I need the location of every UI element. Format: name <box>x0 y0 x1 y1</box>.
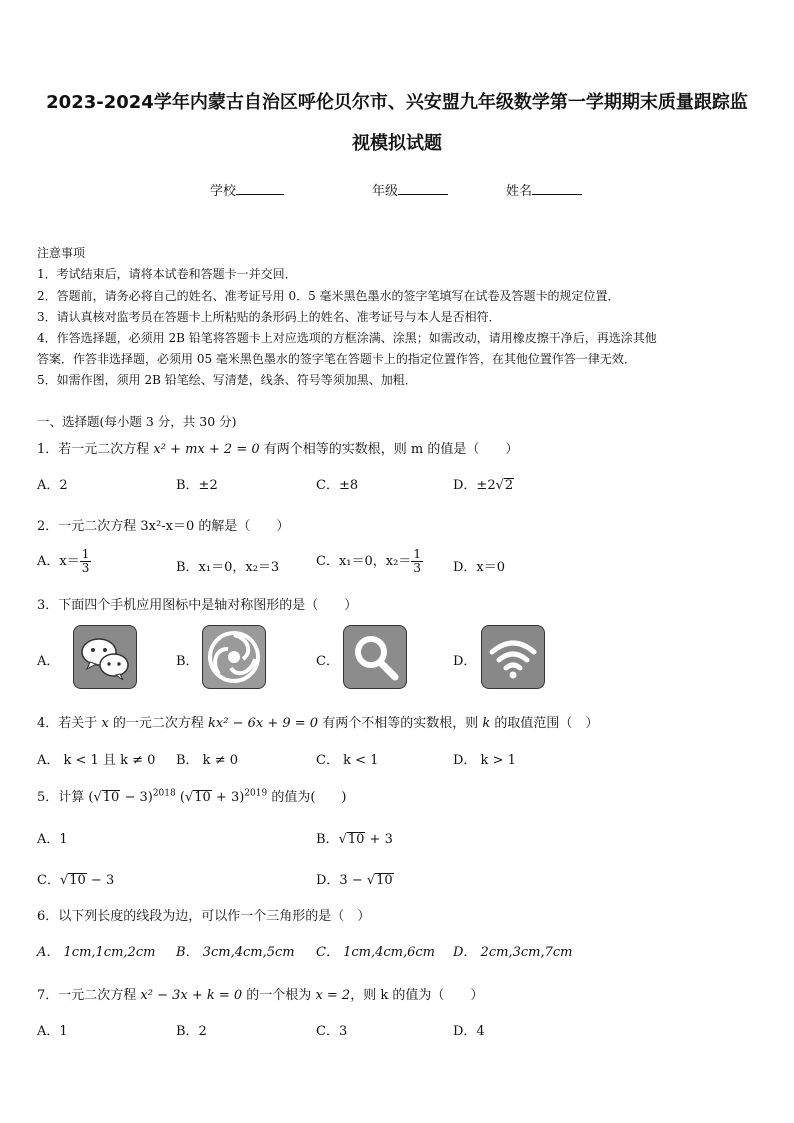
q7-option-c[interactable]: C．3 <box>316 1024 348 1039</box>
q2-option-b[interactable]: B．x₁＝0，x₂＝3 <box>176 560 280 575</box>
q6-option-a[interactable]: A． 1cm,1cm,2cm <box>37 945 156 960</box>
section-heading: 一、选择题(每小题 3 分，共 30 分) <box>37 414 237 429</box>
note-item: 2．答题前，请务必将自己的姓名、准考证号用 0．5 毫米黑色墨水的签字笔填写在试卷及答题卡的规定位置． <box>37 289 620 303</box>
q6-option-c[interactable]: C． 1cm,4cm,6cm <box>316 945 435 960</box>
q7-option-a[interactable]: A．1 <box>37 1024 68 1039</box>
question-4: 4．若关于 x 的一元二次方程 kx² − 6x + 9 = 0 有两个不相等的实数根，则 k 的取值范围（ ） <box>37 716 599 731</box>
question-2: 2．一元二次方程 3x²-x＝0 的解是（ ） <box>37 519 290 534</box>
q4-option-d[interactable]: D． k > 1 <box>453 753 516 768</box>
question-5: 5．计算 $(√10 - 3)^{2018}$ $(√10 + 3)^{2019}$ 的值为( ) <box>37 788 347 805</box>
wechat-icon[interactable] <box>73 625 137 689</box>
q6-option-d[interactable]: D． 2cm,3cm,7cm <box>453 945 573 960</box>
q3-option-a[interactable]: A． <box>37 654 60 669</box>
q7-option-d[interactable]: D．4 <box>453 1024 485 1039</box>
q1-option-d[interactable]: D．±2√2 <box>453 478 514 493</box>
q4-option-a[interactable]: A． k < 1 且 k ≠ 0 <box>37 753 156 768</box>
q3-option-b[interactable]: B． <box>176 654 199 669</box>
question-3: 3．下面四个手机应用图标中是轴对称图形的是（ ） <box>37 598 358 613</box>
q1-option-a[interactable]: A．2 <box>37 478 68 493</box>
q4-option-b[interactable]: B． k ≠ 0 <box>176 753 238 768</box>
q1-option-c[interactable]: C．±8 <box>316 478 359 493</box>
q5-option-c[interactable]: C．√10 − 3 <box>37 873 115 888</box>
question-1: 1．若一元二次方程 x² + mx + 2 = 0 有两个相等的实数根，则 m 的值是（ ） <box>37 442 519 457</box>
note-item: 4．作答选择题，必须用 2B 铅笔将答题卡上对应选项的方框涂满、涂黑；如需改动，请用橡皮擦干净后，再选涂其他 <box>37 331 657 345</box>
search-app-icon[interactable] <box>343 625 407 689</box>
note-item: 3．请认真核对监考员在答题卡上所粘贴的条形码上的姓名、准考证号与本人是否相符． <box>37 310 501 324</box>
q2-option-d[interactable]: D．x＝0 <box>453 560 506 575</box>
q7-option-b[interactable]: B．2 <box>176 1024 207 1039</box>
q4-option-c[interactable]: C． k < 1 <box>316 753 379 768</box>
q5-option-a[interactable]: A．1 <box>37 832 68 847</box>
wifi-icon[interactable] <box>481 625 545 689</box>
q3-option-d[interactable]: D． <box>453 654 477 669</box>
swirl-icon[interactable] <box>202 625 266 689</box>
exam-title-line1: 2023-2024学年内蒙古自治区呼伦贝尔市、兴安盟九年级数学第一学期期末质量跟踪监 <box>46 92 748 113</box>
name-field[interactable]: 姓名 <box>506 180 582 199</box>
grade-field[interactable]: 年级 <box>372 180 448 199</box>
question-7: 7．一元二次方程 x² − 3x + k = 0 的一个根为 x = 2，则 k 的值为（ ） <box>37 988 484 1003</box>
q1-option-b[interactable]: B．±2 <box>176 478 218 493</box>
q6-option-b[interactable]: B． 3cm,4cm,5cm <box>176 945 295 960</box>
note-item: 答案．作答非选择题，必须用 05 毫米黑色墨水的签字笔在答题卡上的指定位置作答，在其他位置作答一律无效． <box>37 352 636 366</box>
question-6: 6．以下列长度的线段为边，可以作一个三角形的是（ ） <box>37 909 371 924</box>
q5-option-b[interactable]: B．√10 + 3 <box>316 832 393 847</box>
note-item: 1．考试结束后，请将本试卷和答题卡一并交回． <box>37 267 297 281</box>
q2-option-a[interactable]: A．x＝ $\frac{1}{3}$ <box>37 547 90 575</box>
q3-option-c[interactable]: C． <box>316 654 339 669</box>
school-field[interactable]: 学校 <box>210 180 284 199</box>
notes-heading: 注意事项 <box>37 246 86 260</box>
exam-title-line2: 视模拟试题 <box>352 133 442 154</box>
q5-option-d[interactable]: D．3 − √10 <box>316 873 393 888</box>
note-item: 5．如需作图，须用 2B 铅笔绘、写清楚，线条、符号等须加黑、加粗． <box>37 373 417 387</box>
q2-option-c[interactable]: C．x₁＝0，x₂＝ $\frac{1}{3}$ <box>316 547 421 575</box>
